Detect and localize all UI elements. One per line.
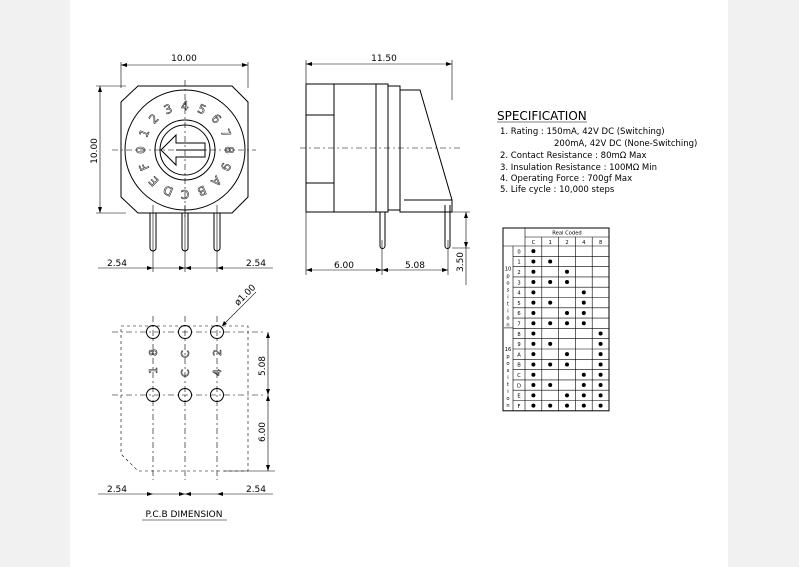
side-word-letter: t <box>506 382 510 388</box>
contact-dot <box>548 342 552 346</box>
pcb-dim-a: 5.08 <box>258 355 268 377</box>
dial-digit: 9 <box>217 160 234 174</box>
spec-title: SPECIFICATION <box>497 109 587 123</box>
contact-dot <box>531 259 535 263</box>
truth-table <box>503 228 609 411</box>
side-word-letter: i <box>507 375 509 381</box>
hole-diameter-dim: ø1.00 <box>233 282 259 309</box>
contact-dot <box>565 362 569 366</box>
contact-dot <box>565 393 569 397</box>
top-height-dim: 10.00 <box>90 138 100 164</box>
table-row-position: B <box>517 362 521 369</box>
side-word-letter: o <box>506 396 510 402</box>
pitch-right-dim: 2.54 <box>245 259 267 269</box>
pcb-pin-label: 1 <box>147 367 160 374</box>
table-row-position: F <box>517 403 521 410</box>
dial-digit: B <box>195 182 209 199</box>
side-width-dim: 11.50 <box>371 54 397 64</box>
side-word-letter: p <box>506 354 510 360</box>
contact-dot <box>599 342 603 346</box>
dial-digit: 2 <box>146 111 162 127</box>
table-row-position: 5 <box>517 300 521 307</box>
pcb-pitch-right: 2.54 <box>245 485 267 495</box>
contact-dot <box>599 332 603 336</box>
side-word-letter: t <box>506 301 510 308</box>
table-row-position: 9 <box>517 342 521 349</box>
contact-dot <box>548 280 552 284</box>
top-width-dim: 10.00 <box>171 54 197 64</box>
contact-dot <box>531 290 535 294</box>
dial-digit: A <box>208 173 224 189</box>
pcb-caption: P.C.B DIMENSION <box>145 510 223 520</box>
contact-dot <box>531 342 535 346</box>
dial-digit: 7 <box>217 126 234 140</box>
group-10-label: 10 <box>504 266 512 273</box>
table-row-position: E <box>517 393 521 400</box>
contact-dot <box>531 373 535 377</box>
spec-line: 2. Contact Resistance : 80mΩ Max <box>500 151 647 161</box>
contact-dot <box>565 404 569 408</box>
contact-dot <box>565 280 569 284</box>
side-word-letter: i <box>507 389 509 395</box>
table-row-position: 0 <box>517 249 521 256</box>
dial-digit: 5 <box>195 101 209 118</box>
side-dim-b: 5.08 <box>404 261 426 271</box>
contact-dot <box>582 311 586 315</box>
contact-dot <box>582 321 586 325</box>
table-row-position: 2 <box>517 270 521 277</box>
contact-dot <box>599 383 603 387</box>
contact-dot <box>599 352 603 356</box>
side-word-letter: i <box>507 308 509 315</box>
pcb-pin-label: 4 <box>211 369 224 376</box>
contact-dot <box>548 301 552 305</box>
top-view <box>90 54 273 272</box>
contact-dot <box>548 259 552 263</box>
contact-dot <box>531 301 535 305</box>
side-view <box>300 54 470 285</box>
contact-dot <box>582 404 586 408</box>
table-row-position: D <box>517 383 521 390</box>
table-column-header: 4 <box>582 240 586 246</box>
contact-dot <box>582 393 586 397</box>
contact-dot <box>531 321 535 325</box>
contact-dot <box>582 301 586 305</box>
side-word-letter: o <box>506 361 510 367</box>
dial-digit: C <box>180 187 190 201</box>
pcb-pin-label: C <box>179 350 192 358</box>
table-row-position: 8 <box>517 331 521 338</box>
contact-dot <box>531 393 535 397</box>
table-row-position: C <box>517 373 521 380</box>
contact-dot <box>531 383 535 387</box>
contact-dot <box>548 321 552 325</box>
spec-line: 200mA, 42V DC (None-Switching) <box>554 139 698 149</box>
side-word-letter: n <box>506 322 510 329</box>
side-dim-a: 6.00 <box>333 261 355 271</box>
dial-digit: 4 <box>181 99 189 113</box>
dial-digit: 3 <box>161 101 175 118</box>
contact-dot <box>531 362 535 366</box>
dial-digit: 1 <box>136 126 153 140</box>
table-column-header: C <box>531 240 536 246</box>
spec-line: 4. Operating Force : 700gf Max <box>500 174 633 184</box>
table-header: Real Coded <box>552 230 582 237</box>
dial-digit: 6 <box>208 111 224 127</box>
contact-dot <box>531 270 535 274</box>
table-row-position: A <box>517 352 521 359</box>
spec-line: 5. Life cycle : 10,000 steps <box>500 185 615 195</box>
pcb-pin-label: C <box>179 369 192 377</box>
table-row-position: 7 <box>517 321 521 328</box>
contact-dot <box>531 352 535 356</box>
pcb-pin-label: 8 <box>147 349 160 356</box>
contact-dot <box>599 362 603 366</box>
contact-dot <box>582 373 586 377</box>
side-word-letter: s <box>506 287 510 294</box>
side-word-letter: o <box>506 315 510 322</box>
dial-digit: 0 <box>134 146 148 154</box>
specification-block <box>497 109 697 195</box>
contact-dot <box>531 311 535 315</box>
table-column-header: 1 <box>548 240 552 246</box>
pitch-left-dim: 2.54 <box>106 259 128 269</box>
side-word-letter: s <box>506 368 510 374</box>
contact-dot <box>565 352 569 356</box>
dial-digit: D <box>161 182 176 199</box>
pcb-dim-b: 6.00 <box>258 421 268 443</box>
contact-dot <box>548 362 552 366</box>
contact-dot <box>582 383 586 387</box>
table-row-position: 1 <box>517 259 521 266</box>
side-word-letter: i <box>507 294 509 301</box>
table-column-header: 8 <box>598 240 603 246</box>
side-word-letter: o <box>506 280 510 287</box>
table-column-header: 2 <box>565 240 569 246</box>
contact-dot <box>548 383 552 387</box>
group-16-label: 16 <box>504 347 512 353</box>
contact-dot <box>565 270 569 274</box>
dial-digit: 8 <box>222 146 236 154</box>
contact-dot <box>531 332 535 336</box>
dial-digit: E <box>146 173 162 189</box>
dial-digit: F <box>136 160 153 173</box>
spec-line: 1. Rating : 150mA, 42V DC (Switching) <box>500 127 665 137</box>
pcb-pitch-left: 2.54 <box>106 485 128 495</box>
pcb-outline <box>121 326 248 471</box>
contact-dot <box>565 311 569 315</box>
contact-dot <box>531 280 535 284</box>
pcb-pin-label: 2 <box>211 349 224 356</box>
contact-dot <box>531 249 535 253</box>
contact-dot <box>565 321 569 325</box>
table-row-position: 6 <box>517 311 521 318</box>
pcb-dimension-view <box>98 283 275 520</box>
side-word-letter: p <box>506 273 510 280</box>
contact-dot <box>548 404 552 408</box>
contact-dot <box>599 393 603 397</box>
table-row-position: 4 <box>517 290 521 297</box>
side-word-letter: n <box>506 403 510 409</box>
table-row-position: 3 <box>517 280 521 287</box>
contact-dot <box>582 290 586 294</box>
contact-dot <box>599 404 603 408</box>
contact-dot <box>599 373 603 377</box>
contact-dot <box>531 404 535 408</box>
spec-line: 3. Insulation Resistance : 100MΩ Min <box>500 163 657 173</box>
side-dim-c: 3.50 <box>456 251 466 273</box>
